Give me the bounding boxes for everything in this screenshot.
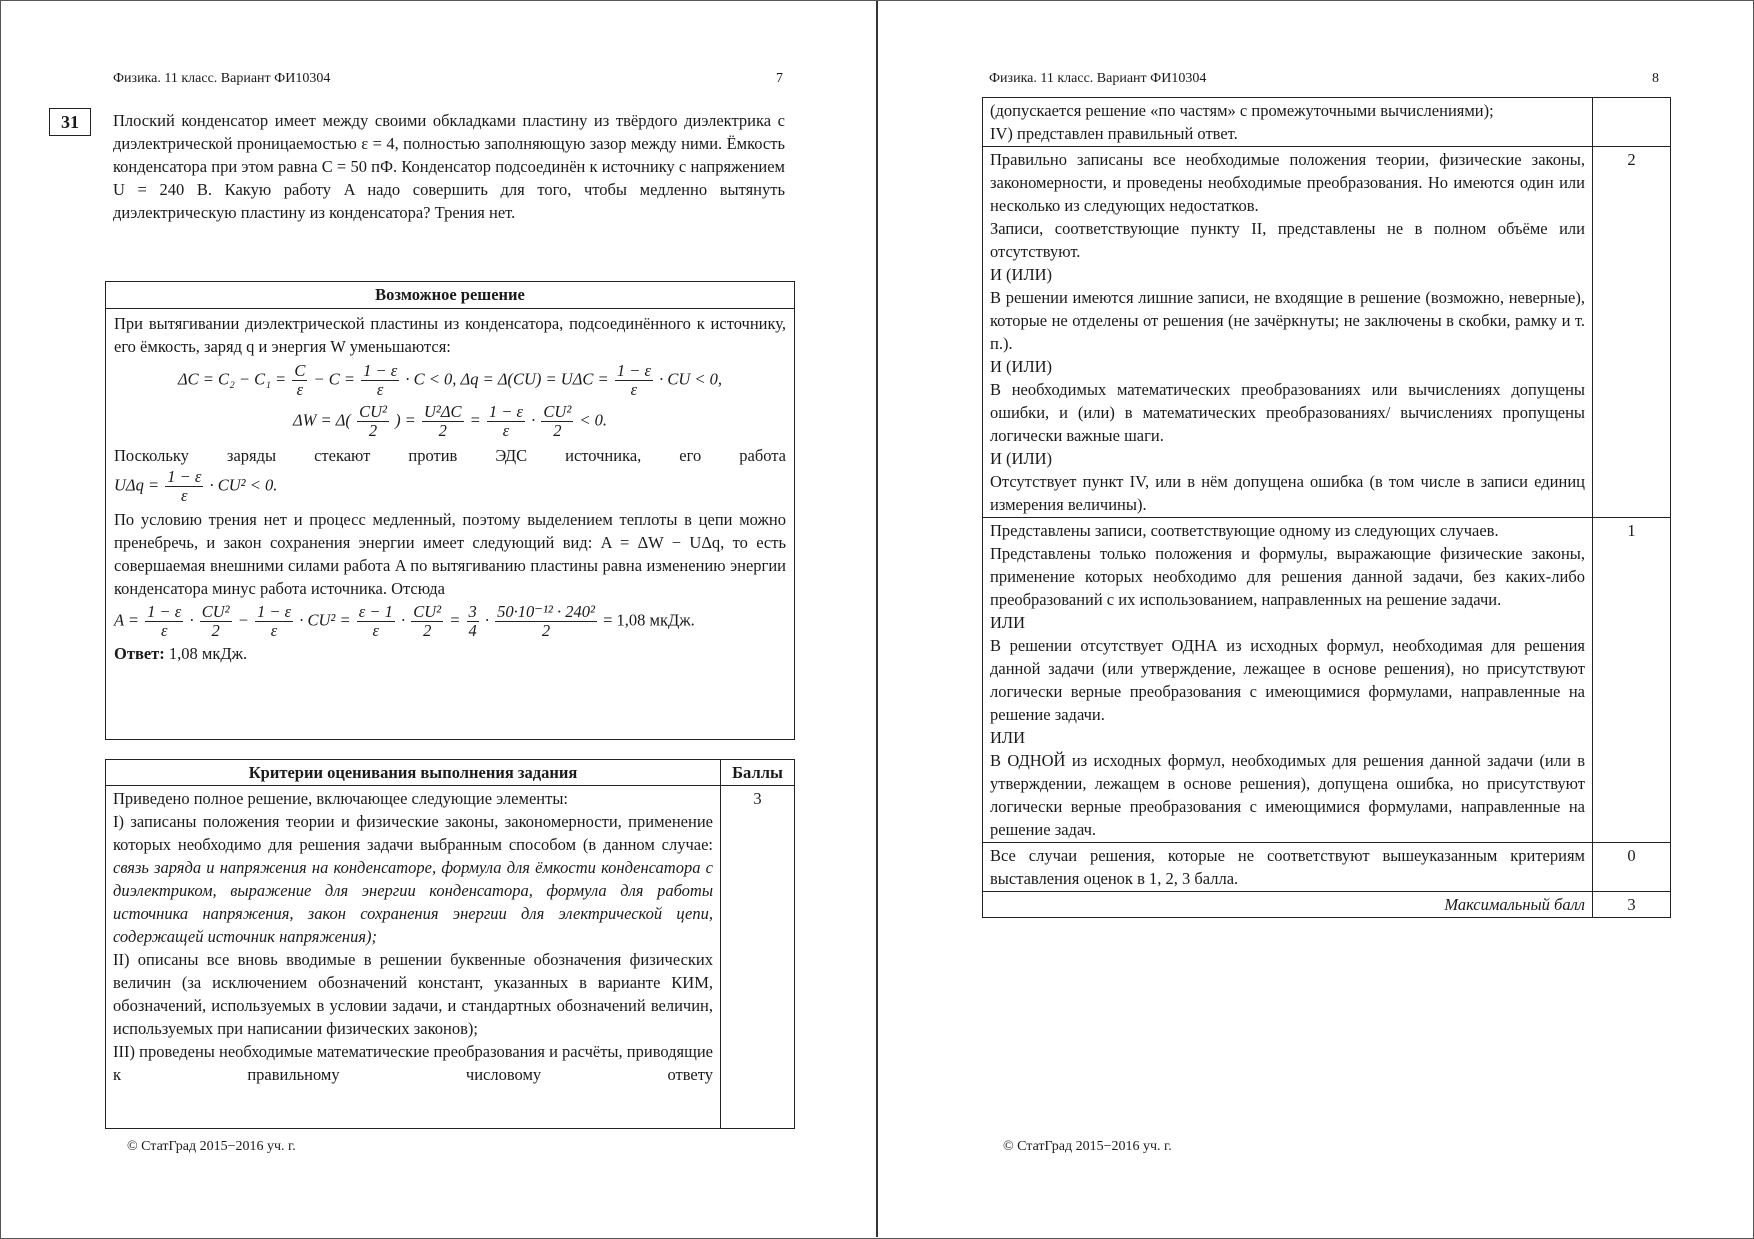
formula-source-work: UΔq = $\frac{1 - \varepsilon}{\varepsilon}$ · CU² < 0. xyxy=(114,467,278,505)
solution-paragraph-3: По условию трения нет и процесс медленный, поэтому выделением теплоты в цепи можно пренебречь, и закон сохранения энергии имеет следующий вид: A = ΔW − UΔq, то есть совершаемая внешними силами работа A по вытягиванию пластины равна изменению энергии конденсатора минус работа источника. Отсюда xyxy=(114,510,786,598)
score-continued xyxy=(1593,98,1671,147)
score-1: 1 xyxy=(1593,518,1671,843)
left-footer: © СтатГрад 2015−2016 уч. г. xyxy=(127,1139,296,1154)
right-page-header: Физика. 11 класс. Вариант ФИ10304 xyxy=(989,71,1207,86)
problem-text: Плоский конденсатор имеет между своими обкладками пластину из твёрдого диэлектрика с диэлектрической проницаемостью ε = 4, полностью заполняющую зазор между ними. Ёмкость конденсатора при этом равна C = 50 пФ. Конденсатор подсоединён к источнику с напряжением U = 240 В. Какую работу A надо совершить для того, чтобы медленно вытянуть диэлектрическую пластину из конденсатора? Трения нет. xyxy=(113,111,785,222)
max-score-label: Максимальный балл xyxy=(983,892,1593,918)
left-page-number: 7 xyxy=(776,71,783,86)
criteria-row-1: Представлены записи, соответствующие одному из следующих случаев. Представлены только положения и формулы, выражающие физические законы, применение которых необходимо для решения данной задачи, без каких-либо преобразований с их использованием, направленных на решение задачи. ИЛИ В решении отсутствует ОДНА из исходных формул, необходимая для решения данной задачи (или утверждение, лежащее в основе решения), но присутствуют логически верные преобразования с имеющимися формулами, направленные на решение задачи. ИЛИ В ОДНОЙ из исходных формул, необходимых для решения данной задачи (или в утверждении, лежащем в основе решения), допущена ошибка, но присутствуют логически верные преобразования с имеющимися формулами, направленные на решение задач. xyxy=(983,518,1593,843)
criteria-row-continued: (допускается решение «по частям» с промежуточными вычислениями); IV) представлен правильный ответ. xyxy=(983,98,1593,147)
criteria-row-full: Приведено полное решение, включающее следующие элементы: I) записаны положения теории и физические законы, закономерности, применение которых необходимо для решения задачи выбранным способом (в данном случае: связь заряда и напряжения на конденсаторе, формула для ёмкости конденсатора с диэлектриком, выражение для энергии конденсатора, формула для работы источника напряжения, закон сохранения энергии для электрической цепи, содержащей источник напряжения); II) описаны все вновь вводимые в решении буквенные обозначения физических величин (за исключением обозначений констант, указанных в варианте КИМ, обозначений, используемых в условии задачи, и стандартных обозначений величин, используемых при написании физических законов); III) проведены необходимые математические преобразования и расчёты, приводящие к правильному числовому ответу xyxy=(106,786,721,1129)
max-score-value: 3 xyxy=(1593,892,1671,918)
question-number: 31 xyxy=(49,108,91,136)
solution-box xyxy=(105,281,795,740)
score-column-header: Баллы xyxy=(721,760,795,786)
right-page-number: 8 xyxy=(1652,71,1659,86)
page-divider xyxy=(876,1,878,1237)
criteria-table-right xyxy=(982,97,1671,918)
solution-title: Возможное решение xyxy=(106,282,794,309)
criteria-column-header: Критерии оценивания выполнения задания xyxy=(106,760,721,786)
criteria-row-2: Правильно записаны все необходимые положения теории, физические законы, закономерности, и проведены необходимые преобразования. Но имеются один или несколько из следующих недостатков. Записи, соответствующие пункту II, представлены не в полном объёме или отсутствуют. И (ИЛИ) В решении имеются лишние записи, не входящие в решение (возможно, неверные), которые не отделены от решения (не зачёркнуты; не заключены в скобки, рамку и т. п.). И (ИЛИ) В необходимых математических преобразованиях или вычислениях допущены ошибки, и (или) в математических преобразованиях/ вычислениях пропущены логически важные шаги. И (ИЛИ) Отсутствует пункт IV, или в нём допущена ошибка (в том числе в записи единиц измерения величины). xyxy=(983,147,1593,518)
score-2: 2 xyxy=(1593,147,1671,518)
criteria-table-left xyxy=(105,759,795,1129)
formula-delta-c: ΔC = C₂ − C₁ = $\frac{C}{\varepsilon}$ − C = $\frac{1 - \varepsilon}{\varepsilon}$ · C < 0, Δq = Δ(CU) = UΔC = $\frac{1 - \varepsilon}{\varepsilon}$ · CU < 0, xyxy=(177,361,723,399)
solution-answer: Ответ: 1,08 мкДж. xyxy=(114,644,248,663)
solution-body xyxy=(106,309,794,665)
score-3: 3 xyxy=(721,786,795,1129)
score-0: 0 xyxy=(1593,843,1671,892)
right-footer: © СтатГрад 2015−2016 уч. г. xyxy=(1003,1139,1172,1154)
criteria-row-0: Все случаи решения, которые не соответствуют вышеуказанным критериям выставления оценок в 1, 2, 3 балла. xyxy=(983,843,1593,892)
left-page-header: Физика. 11 класс. Вариант ФИ10304 xyxy=(113,71,331,86)
formula-final-work: A = $\frac{1 - \varepsilon}{\varepsilon}$ · $\frac{\text{CU²}}{2}$ − $\frac{1 - \varepsilon}{\varepsilon}$ · CU² = $\frac{\varepsilon - 1}{\varepsilon}$ · $\frac{\text{CU²}}{2}$ = $\frac{3}{4}$ · $\frac{\text{50·10⁻¹² · 240²}}{2}$ = 1,08 мкДж. xyxy=(114,602,695,640)
solution-paragraph-1: При вытягивании диэлектрической пластины из конденсатора, подсоединённого к источнику, его ёмкость, заряд q и энергия W уменьшаются: xyxy=(114,314,786,356)
formula-delta-w: ΔW = Δ( $\frac{\text{CU²}}{2}$ ) = $\frac{\text{U²ΔC}}{2}$ = $\frac{1 - \varepsilon}{\varepsilon}$ · $\frac{\text{CU²}}{2}$ < 0. xyxy=(292,402,608,440)
solution-paragraph-2: Поскольку заряды стекают против ЭДС источника, его работа xyxy=(114,446,786,465)
